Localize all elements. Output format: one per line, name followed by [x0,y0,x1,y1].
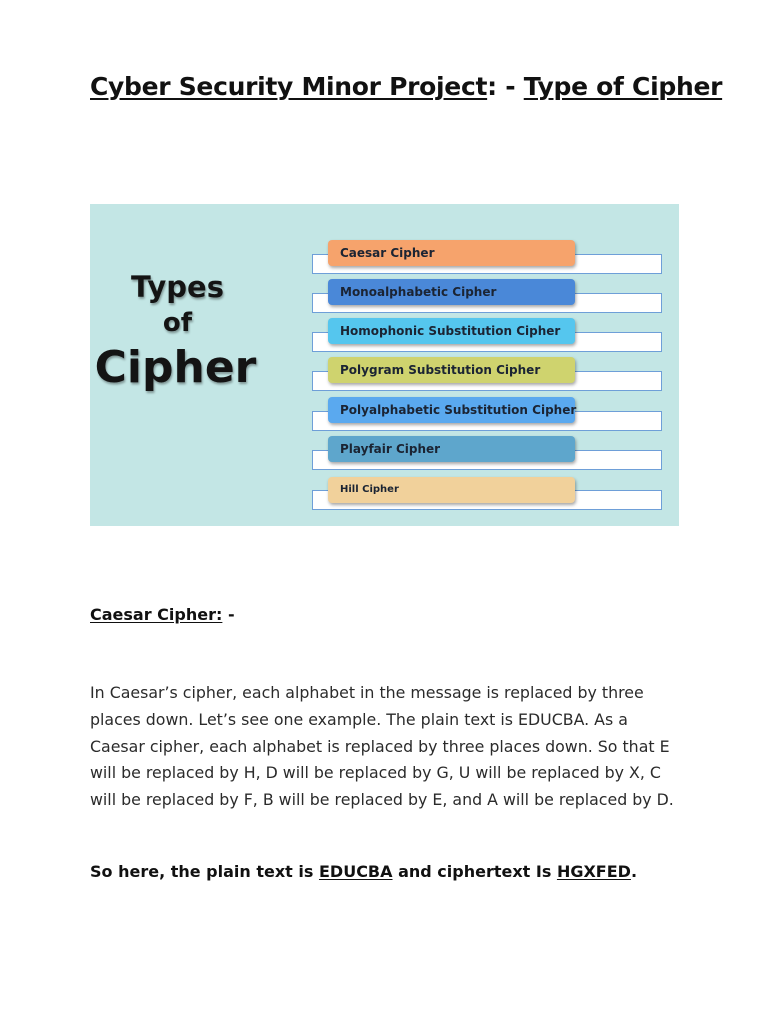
summary-prefix: So here, the plain text is [90,862,319,881]
plain-text-value: EDUCBA [318,862,393,881]
cipher-text-value: HGXFED [556,862,631,881]
paragraph-line: places down. Let’s see one example. The plain text is EDUCBA. As a [90,709,628,729]
cipher-item-homophonic: Homophonic Substitution Cipher [328,318,575,344]
document-title [90,72,722,101]
cipher-item-polyalphabetic: Polyalphabetic Substitution Cipher [328,397,575,423]
figure-heading-cipher: Cipher [94,342,257,393]
figure-heading-of: of [162,308,193,338]
section-heading-label: Caesar Cipher: [90,605,223,624]
caesar-paragraph [90,680,690,814]
title-topic: Type of Cipher [523,72,723,101]
paragraph-line: will be replaced by H, D will be replaced by G, U will be replaced by X, C [90,763,661,783]
cipher-item-hill: Hill Cipher [328,477,575,503]
paragraph-line: will be replaced by F, B will be replaced by E, and A will be replaced by D. [90,790,674,810]
summary-middle: and ciphertext Is [392,862,557,881]
figure-heading-types: Types [131,270,224,304]
paragraph-line: In Caesar’s cipher, each alphabet in the message is replaced by three [90,683,644,702]
cipher-item-playfair: Playfair Cipher [328,436,575,462]
paragraph-line: Caesar cipher, each alphabet is replaced by three places down. So that E [90,736,670,756]
section-heading [90,605,235,624]
title-separator: : - [487,72,524,101]
cipher-item-caesar: Caesar Cipher [328,240,575,266]
cipher-item-polygram: Polygram Substitution Cipher [328,357,575,383]
section-heading-suffix: - [222,605,235,624]
summary-line [90,862,637,881]
summary-suffix: . [630,862,638,881]
types-of-cipher-figure [90,204,679,526]
title-project: Cyber Security Minor Project [90,72,488,101]
cipher-item-monoalphabetic: Monoalphabetic Cipher [328,279,575,305]
